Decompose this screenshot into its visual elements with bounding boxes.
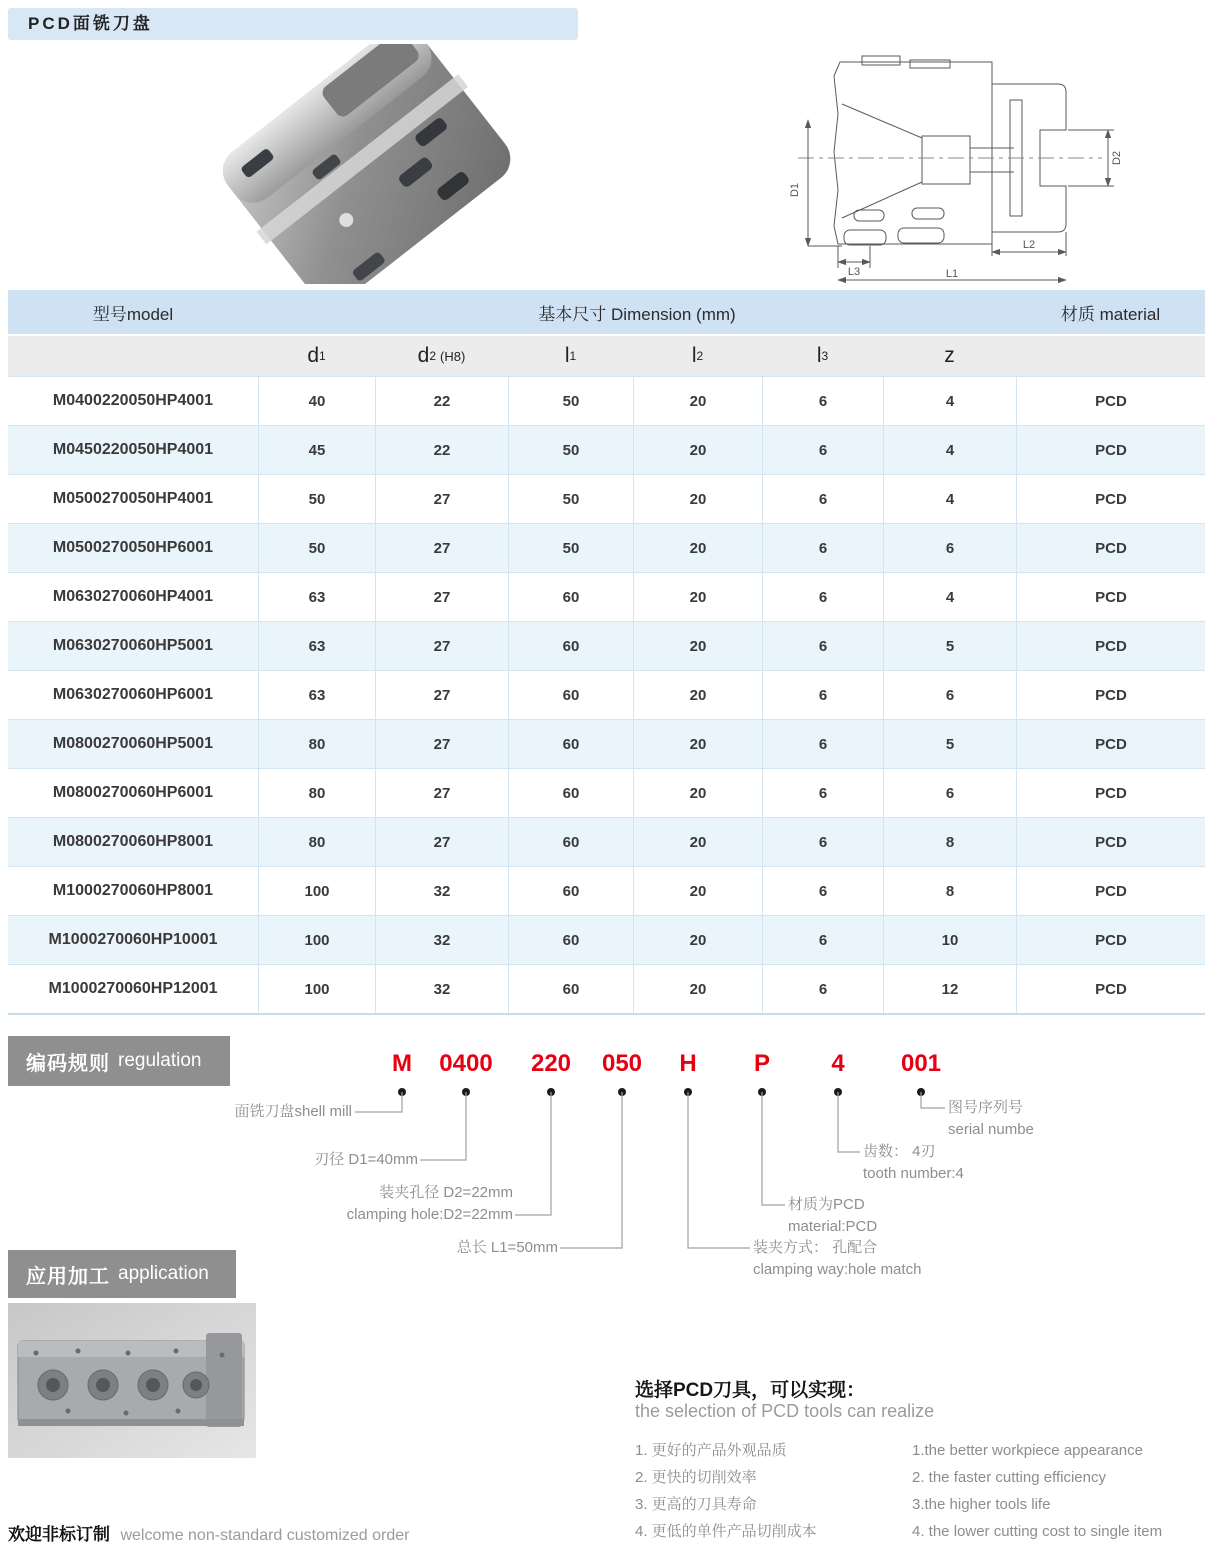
product-3d-image xyxy=(168,44,564,284)
cell-material: PCD xyxy=(1016,426,1205,474)
cell-l1: 50 xyxy=(508,426,633,474)
dim-header-spacer2 xyxy=(1016,336,1205,376)
anno-d2: 装夹孔径 D2=22mm clamping hole:D2=22mm xyxy=(346,1184,513,1223)
cell-l2: 20 xyxy=(633,524,762,572)
cell-material: PCD xyxy=(1016,720,1205,768)
cell-material: PCD xyxy=(1016,769,1205,817)
cell-d2: 27 xyxy=(375,769,508,817)
regulation-badge: 编码规则 regulation xyxy=(8,1036,230,1086)
cell-l1: 60 xyxy=(508,720,633,768)
cell-l3: 6 xyxy=(762,720,883,768)
dim-header-d2: d 2 (H8) xyxy=(417,344,466,367)
dim-label-l1: L1 xyxy=(945,268,959,280)
cell-material: PCD xyxy=(1016,475,1205,523)
cell-l2: 20 xyxy=(633,573,762,621)
code-part-4: 4 xyxy=(831,1050,845,1077)
cell-d1: 63 xyxy=(258,622,375,670)
anno-shell-mill: 面铣刀盘shell mill xyxy=(234,1103,352,1120)
cell-l2: 20 xyxy=(633,671,762,719)
cell-d1: 50 xyxy=(258,524,375,572)
table-row xyxy=(8,670,1205,719)
dim-label-l3: L3 xyxy=(847,266,861,278)
footer-cn: 欢迎非标订制 xyxy=(8,1525,110,1544)
cell-d1: 50 xyxy=(258,475,375,523)
header-dimension: 基本尺寸 Dimension (mm) xyxy=(538,304,736,324)
cell-l2: 20 xyxy=(633,377,762,425)
cell-z: 6 xyxy=(883,671,1016,719)
cell-z: 8 xyxy=(883,818,1016,866)
cell-d1: 80 xyxy=(258,769,375,817)
anno-clamp: 装夹方式： 孔配合 clamping way:hole match xyxy=(753,1239,922,1278)
anno-d1: 刃径 D1=40mm xyxy=(314,1151,418,1168)
cell-d1: 100 xyxy=(258,867,375,915)
anno-material: 材质为PCD material:PCD xyxy=(788,1196,878,1235)
cell-material: PCD xyxy=(1016,377,1205,425)
cell-l1: 60 xyxy=(508,671,633,719)
page-title: PCD面铣刀盘 xyxy=(8,8,578,40)
table-header-row xyxy=(8,290,1205,334)
cell-z: 4 xyxy=(883,377,1016,425)
cell-l2: 20 xyxy=(633,818,762,866)
dim-header-l2: l 2 xyxy=(691,344,704,367)
cell-l1: 50 xyxy=(508,377,633,425)
cell-material: PCD xyxy=(1016,524,1205,572)
dim-label-l2: L2 xyxy=(1022,239,1036,251)
cell-model: M0400220050HP4001 xyxy=(52,392,214,409)
cell-model: M1000270060HP12001 xyxy=(48,980,218,997)
table-row xyxy=(8,768,1205,817)
dim-header-z: z xyxy=(944,344,955,367)
cell-d2: 22 xyxy=(375,426,508,474)
cell-l1: 60 xyxy=(508,818,633,866)
cell-l1: 50 xyxy=(508,475,633,523)
code-part-050: 050 xyxy=(601,1050,643,1077)
cell-l3: 6 xyxy=(762,377,883,425)
cell-material: PCD xyxy=(1016,573,1205,621)
code-part-p: P xyxy=(753,1050,771,1077)
code-part-h: H xyxy=(679,1050,697,1077)
table-row xyxy=(8,915,1205,964)
cell-model: M0800270060HP6001 xyxy=(52,784,214,801)
cell-l3: 6 xyxy=(762,671,883,719)
cell-d2: 32 xyxy=(375,867,508,915)
cell-d2: 27 xyxy=(375,818,508,866)
cell-d2: 27 xyxy=(375,671,508,719)
benefit-en-list: 1.the better workpiece appearance 2. the faster cutting efficiency 3.the higher tools life 4. the lower cutting cost to single item xyxy=(912,1442,1163,1540)
cell-model: M0630270060HP6001 xyxy=(52,686,214,703)
cell-l3: 6 xyxy=(762,867,883,915)
cell-model: M0500270050HP4001 xyxy=(52,490,214,507)
anno-l1: 总长 L1=50mm xyxy=(456,1239,558,1256)
dim-label-d2: D2 xyxy=(1111,150,1123,166)
cell-d1: 100 xyxy=(258,916,375,964)
cell-d1: 80 xyxy=(258,720,375,768)
cell-l2: 20 xyxy=(633,720,762,768)
cell-l1: 60 xyxy=(508,769,633,817)
application-photo xyxy=(8,1303,256,1458)
table-row xyxy=(8,572,1205,621)
cell-model: M1000270060HP8001 xyxy=(52,882,214,899)
application-badge: 应用加工 application xyxy=(8,1250,236,1298)
dim-header-l3: l 3 xyxy=(816,344,829,367)
cell-z: 6 xyxy=(883,524,1016,572)
footer-en: welcome non-standard customized order xyxy=(120,1527,410,1544)
cell-d2: 32 xyxy=(375,916,508,964)
cell-l3: 6 xyxy=(762,524,883,572)
cell-model: M0800270060HP5001 xyxy=(52,735,214,752)
pcd-benefits-subtitle: the selection of PCD tools can realize xyxy=(635,1401,935,1421)
pcd-benefits-title: 选择PCD刀具，可以实现： xyxy=(635,1380,866,1401)
table-row xyxy=(8,964,1205,1013)
cell-l2: 20 xyxy=(633,426,762,474)
cell-l2: 20 xyxy=(633,916,762,964)
cell-l3: 6 xyxy=(762,769,883,817)
cell-z: 5 xyxy=(883,622,1016,670)
cell-l1: 60 xyxy=(508,867,633,915)
dim-header-spacer xyxy=(8,336,258,376)
cell-d1: 100 xyxy=(258,965,375,1013)
cell-d2: 32 xyxy=(375,965,508,1013)
spec-table xyxy=(8,290,1205,1015)
dim-header-d1: d 1 xyxy=(307,344,326,367)
cell-z: 8 xyxy=(883,867,1016,915)
cell-model: M0630270060HP4001 xyxy=(52,588,214,605)
cell-l3: 6 xyxy=(762,622,883,670)
cell-d2: 27 xyxy=(375,622,508,670)
cell-d2: 27 xyxy=(375,524,508,572)
anno-serial: 图号序列号 serial numbe xyxy=(948,1099,1034,1138)
cell-z: 4 xyxy=(883,475,1016,523)
dim-header-row xyxy=(8,336,1205,376)
cell-l2: 20 xyxy=(633,965,762,1013)
cell-l2: 20 xyxy=(633,475,762,523)
cell-l1: 60 xyxy=(508,916,633,964)
footer xyxy=(8,1520,409,1545)
code-part-220: 220 xyxy=(530,1050,572,1077)
cell-z: 10 xyxy=(883,916,1016,964)
cell-l3: 6 xyxy=(762,573,883,621)
cell-l1: 60 xyxy=(508,622,633,670)
cell-z: 4 xyxy=(883,573,1016,621)
cell-l3: 6 xyxy=(762,916,883,964)
cell-model: M0630270060HP5001 xyxy=(52,637,214,654)
cell-z: 6 xyxy=(883,769,1016,817)
header-material: 材质 material xyxy=(1060,304,1161,324)
cell-d1: 63 xyxy=(258,671,375,719)
cell-l2: 20 xyxy=(633,867,762,915)
anno-tooth: 齿数： 4刃 tooth number:4 xyxy=(863,1143,964,1182)
cell-l3: 6 xyxy=(762,818,883,866)
code-part-0400: 0400 xyxy=(439,1050,493,1077)
table-row xyxy=(8,817,1205,866)
cell-model: M0500270050HP6001 xyxy=(52,539,214,556)
dim-header-l1: l 1 xyxy=(564,344,577,367)
cell-model: M0450220050HP4001 xyxy=(52,441,214,458)
table-row xyxy=(8,376,1205,425)
table-row xyxy=(8,523,1205,572)
table-row xyxy=(8,425,1205,474)
benefit-cn-list: 1. 更好的产品外观品质 2. 更快的切削效率 3. 更高的刀具寿命 4. 更低的单件产品切削成本 xyxy=(635,1442,817,1540)
cell-l1: 50 xyxy=(508,524,633,572)
code-part-001: 001 xyxy=(900,1050,942,1077)
cell-material: PCD xyxy=(1016,671,1205,719)
cell-material: PCD xyxy=(1016,916,1205,964)
table-row xyxy=(8,621,1205,670)
cell-d1: 63 xyxy=(258,573,375,621)
cell-z: 5 xyxy=(883,720,1016,768)
cell-material: PCD xyxy=(1016,867,1205,915)
dim-label-d1: D1 xyxy=(789,182,801,198)
cell-z: 12 xyxy=(883,965,1016,1013)
cell-l2: 20 xyxy=(633,622,762,670)
cell-l3: 6 xyxy=(762,475,883,523)
cell-d2: 27 xyxy=(375,573,508,621)
cell-l2: 20 xyxy=(633,769,762,817)
cell-model: M1000270060HP10001 xyxy=(48,931,218,948)
cell-d1: 40 xyxy=(258,377,375,425)
cell-l3: 6 xyxy=(762,426,883,474)
cell-z: 4 xyxy=(883,426,1016,474)
table-row xyxy=(8,719,1205,768)
table-row xyxy=(8,866,1205,915)
cell-model: M0800270060HP8001 xyxy=(52,833,214,850)
cell-d1: 45 xyxy=(258,426,375,474)
cell-d1: 80 xyxy=(258,818,375,866)
table-row xyxy=(8,474,1205,523)
cell-material: PCD xyxy=(1016,622,1205,670)
cell-l1: 60 xyxy=(508,573,633,621)
cell-material: PCD xyxy=(1016,965,1205,1013)
cell-d2: 22 xyxy=(375,377,508,425)
cell-l1: 60 xyxy=(508,965,633,1013)
cell-d2: 27 xyxy=(375,720,508,768)
cell-l3: 6 xyxy=(762,965,883,1013)
cell-material: PCD xyxy=(1016,818,1205,866)
table-body xyxy=(8,376,1205,1015)
code-part-m: M xyxy=(392,1050,412,1077)
technical-drawing xyxy=(762,40,1210,292)
cell-d2: 27 xyxy=(375,475,508,523)
header-model: 型号model xyxy=(92,304,174,324)
